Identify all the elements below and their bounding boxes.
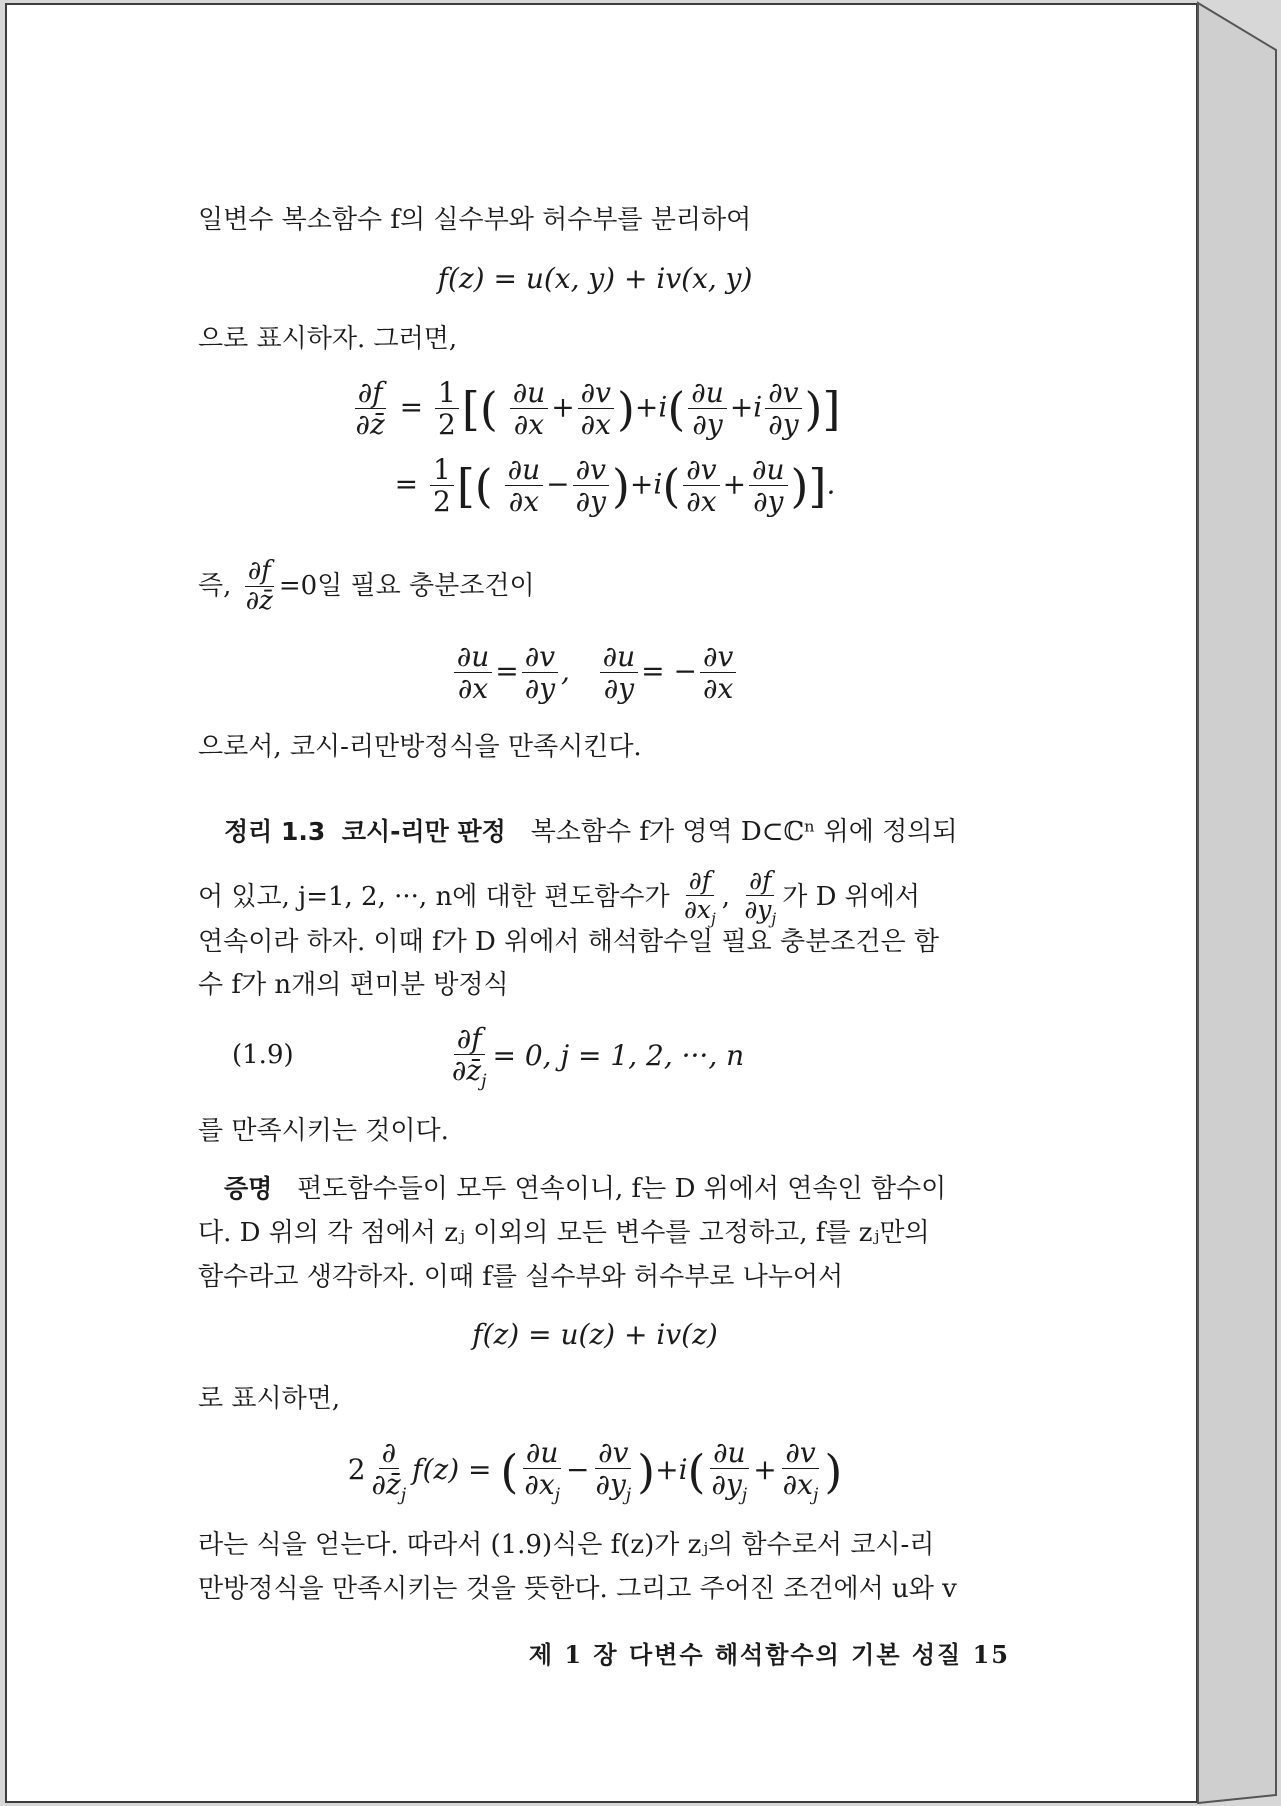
text-line-1: 일변수 복소함수 f의 실수부와 허수부를 분리하여 — [198, 205, 752, 235]
page-footer: 제 1 장 다변수 해석함수의 기본 성질 15 — [528, 1640, 1010, 1669]
theorem-line-4: 수 f가 n개의 편미분 방정식 — [198, 970, 509, 1000]
equation-2-dfdzbar-j: 2 $\frac{\partial}{\partial z̄_j}$ f(z) = ( $\frac{\partial u}{\partial x_j}$ − $\frac{\partial v}{\partial y_j}$ )+i( $\frac{\partial u}{\partial y_j}$ + $\frac{\partial v}{\partial x_j}$ ) — [347, 1436, 843, 1506]
theorem-text-2a: 어 있고, j=1, 2, ···, n에 대한 편도함수가 — [198, 881, 670, 912]
text-line-5: 를 만족시키는 것이다. — [198, 1116, 449, 1146]
equation-1-9: $\frac{\partial f}{\partial z̄_j}$ = 0, j = 1, 2, ···, n — [451, 1022, 745, 1092]
proof-line-3: 함수라고 생각하자. 이때 f를 실수부와 허수부로 나누어서 — [198, 1262, 844, 1292]
theorem-line-1 — [224, 815, 1041, 849]
equation-f-uv: f(z) = u(x, y) + iv(x, y) — [437, 262, 753, 295]
text-line-3b: =0일 필요 충분조건이 — [278, 570, 535, 601]
text-line-2: 으로 표시하자. 그러면, — [198, 324, 458, 354]
equation-dfdzbar-2: = $\frac{1}{2}$ [( $\frac{\partial u}{\partial x}$ − $\frac{\partial v}{\partial y}$ )+i( $\frac{\partial v}{\partial x}$ + $\frac{\partial u}{\partial y}$ )]. — [394, 453, 836, 519]
equation-number-1-9: (1.9) — [232, 1040, 294, 1070]
page-edge-shape — [1198, 3, 1276, 1803]
proof-line-1 — [224, 1172, 1041, 1206]
proof-label: 증명 — [224, 1174, 273, 1203]
equation-dfdzbar-1: $\frac{\partial f}{\partial z̄}$ = $\frac{1}{2}$ [( $\frac{\partial u}{\partial x}$ + $\frac{\partial v}{\partial x}$ )+i( $\frac{\partial u}{\partial y}$ +i $\frac{\partial v}{\partial y}$ )] — [355, 376, 841, 442]
equation-1-9-rhs: = 0, j = 1, 2, ···, n — [492, 1039, 745, 1073]
theorem-title: 코시-리만 판정 — [341, 817, 506, 846]
proof-line-2: 다. D 위의 각 점에서 zⱼ 이외의 모든 변수를 고정하고, f를 zⱼ만의 — [198, 1218, 930, 1248]
theorem-line-3: 연속이라 하자. 이때 f가 D 위에서 해석함수일 필요 충분조건은 함 — [198, 927, 940, 957]
text-line-7: 라는 식을 얻는다. 따라서 (1.9)식은 f(z)가 zⱼ의 함수로서 코시-리 — [198, 1530, 935, 1560]
equation-f-uz-vz: f(z) = u(z) + iv(z) — [472, 1318, 718, 1351]
text-line-3: 즉, $\frac{\partial f}{\partial z̄}$ =0일 필요 충분조건이 — [198, 556, 535, 617]
proof-text-1: 편도함수들이 모두 연속이니, f는 D 위에서 연속인 함수이 — [297, 1174, 947, 1204]
theorem-text-1: 복소함수 f가 영역 D⊂ℂⁿ 위에 정의되 — [530, 817, 958, 847]
text-line-8: 만방정식을 만족시키는 것을 뜻한다. 그리고 주어진 조건에서 u와 v — [198, 1574, 957, 1604]
theorem-text-2b: 가 D 위에서 — [782, 881, 921, 912]
text-line-6: 로 표시하면, — [198, 1384, 341, 1414]
equation-cauchy-riemann: $\frac{\partial u}{\partial x}$ = $\frac{\partial v}{\partial y}$ , $\frac{\partial u}{\partial y}$ = − $\frac{\partial v}{\partial x}$ — [0, 642, 1190, 704]
text-line-3a: 즉, — [198, 570, 232, 601]
theorem-line-2: 어 있고, j=1, 2, ···, n에 대한 편도함수가 $\frac{\partial f}{\partial x_j}$ , $\frac{\partial f}{\partial y_j}$ 가 D 위에서 — [198, 866, 921, 929]
text-line-4: 으로서, 코시-리만방정식을 만족시킨다. — [198, 732, 642, 762]
theorem-label: 정리 1.3 — [224, 817, 326, 846]
